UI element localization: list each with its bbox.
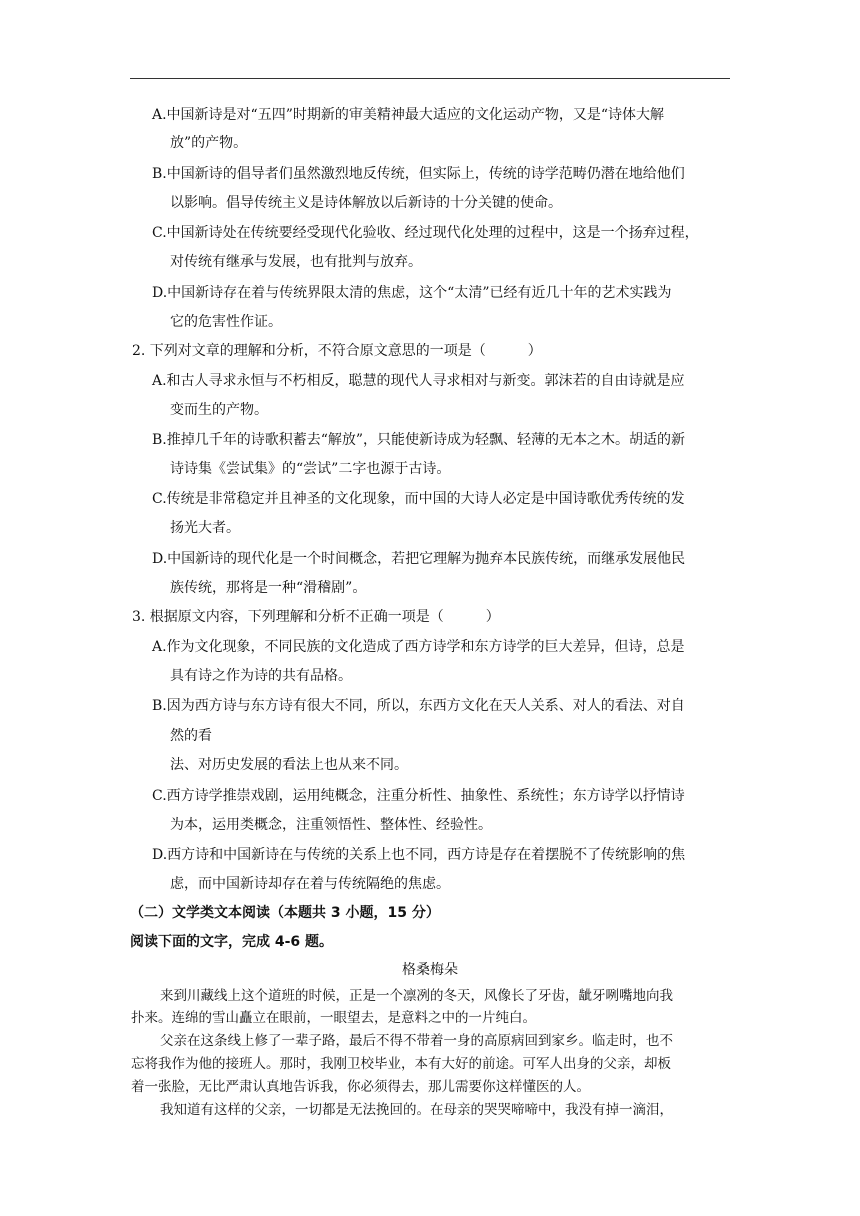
- q3-option-b-line3: 法、对历史发展的看法上也从来不同。: [170, 757, 408, 773]
- q3-option-a-line1: A.作为文化现象，不同民族的文化造成了西方诗学和东方诗学的巨大差异，但诗，总是: [152, 639, 685, 655]
- q2-option-d-line1: D.中国新诗的现代化是一个时间概念，若把它理解为抛弃本民族传统，而继承发展他民: [152, 551, 686, 567]
- paragraph-2-line2: 忘将我作为他的接班人。那时，我刚卫校毕业，本有大好的前途。可军人出身的父亲，却板: [131, 1056, 671, 1072]
- q1-option-a-line2: 放”的产物。: [170, 135, 248, 151]
- q2-option-b-line1: B.推掉几千年的诗歌积蓄去“解放”，只能使新诗成为轻飘、轻薄的无本之木。胡适的新: [152, 432, 686, 448]
- q1-option-b-line2: 以影响。倡导传统主义是诗体解放以后新诗的十分关键的使命。: [170, 195, 562, 211]
- q3-stem: 3. 根据原文内容，下列理解和分析不正确一项是（ ）: [132, 609, 500, 625]
- q1-option-b-line1: B.中国新诗的倡导者们虽然激烈地反传统，但实际上，传统的诗学范畴仍潜在地给他们: [152, 166, 685, 182]
- q1-option-a-line1: A.中国新诗是对“五四”时期新的审美精神最大适应的文化运动产物，又是“诗体大解: [152, 107, 665, 123]
- q2-option-a-line1: A.和古人寻求永恒与不朽相反，聪慧的现代人寻求相对与新变。郭沫若的自由诗就是应: [152, 373, 685, 389]
- q2-option-c-line2: 扬光大者。: [170, 520, 240, 536]
- q1-option-c-line1: C.中国新诗处在传统要经受现代化验收、经过现代化处理的过程中，这是一个扬弃过程，: [152, 225, 699, 241]
- section-instruction: 阅读下面的文字，完成 4-6 题。: [130, 934, 334, 950]
- paragraph-2-line1: 父亲在这条线上修了一辈子路，最后不得不带着一身的高原病回到家乡。临走时，也不: [160, 1033, 673, 1049]
- paragraph-3-line1: 我知道有这样的父亲，一切都是无法挽回的。在母亲的哭哭啼啼中，我没有掉一滴泪，: [160, 1102, 673, 1118]
- header-rule: [130, 78, 730, 79]
- q2-option-a-line2: 变而生的产物。: [170, 402, 268, 418]
- q1-option-d-line2: 它的危害性作证。: [170, 314, 282, 330]
- q2-stem: 2. 下列对文章的理解和分析，不符合原文意思的一项是（ ）: [132, 343, 542, 359]
- paragraph-1-line1: 来到川藏线上这个道班的时候，正是一个凛冽的冬天，风像长了牙齿，龇牙咧嘴地向我: [160, 988, 673, 1004]
- story-title: 格桑梅朵: [402, 962, 458, 978]
- q2-option-c-line1: C.传统是非常稳定并且神圣的文化现象，而中国的大诗人必定是中国诗歌优秀传统的发: [152, 491, 685, 507]
- q3-option-d-line1: D.西方诗和中国新诗在与传统的关系上也不同，西方诗是存在着摆脱不了传统影响的焦: [152, 847, 686, 863]
- paragraph-2-line3: 着一张脸，无比严肃认真地告诉我，你必须得去，那儿需要你这样懂医的人。: [131, 1079, 590, 1095]
- q3-option-b-line2: 然的看: [170, 728, 212, 744]
- paragraph-1-line2: 扑来。连绵的雪山矗立在眼前，一眼望去，是意料之中的一片纯白。: [131, 1010, 536, 1026]
- q3-option-c-line2: 为本，运用类概念，注重领悟性、整体性、经验性。: [170, 817, 492, 833]
- q2-option-d-line2: 族传统，那将是一种“滑稽剧”。: [170, 580, 367, 596]
- q1-option-c-line2: 对传统有继承与发展，也有批判与放弃。: [170, 254, 422, 270]
- q3-option-a-line2: 具有诗之作为诗的共有品格。: [170, 668, 352, 684]
- q3-option-d-line2: 虑，而中国新诗却存在着与传统隔绝的焦虑。: [170, 876, 450, 892]
- q3-option-c-line1: C.西方诗学推崇戏剧，运用纯概念，注重分析性、抽象性、系统性；东方诗学以抒情诗: [152, 788, 685, 804]
- section-heading: （二）文学类文本阅读（本题共 3 小题，15 分）: [130, 905, 440, 921]
- q1-option-d-line1: D.中国新诗存在着与传统界限太清的焦虑，这个“太清”已经有近几十年的艺术实践为: [152, 285, 672, 301]
- q2-option-b-line2: 诗诗集《尝试集》的“尝试”二字也源于古诗。: [170, 461, 451, 477]
- q3-option-b-line1: B.因为西方诗与东方诗有很大不同，所以，东西方文化在天人关系、对人的看法、对自: [152, 698, 685, 714]
